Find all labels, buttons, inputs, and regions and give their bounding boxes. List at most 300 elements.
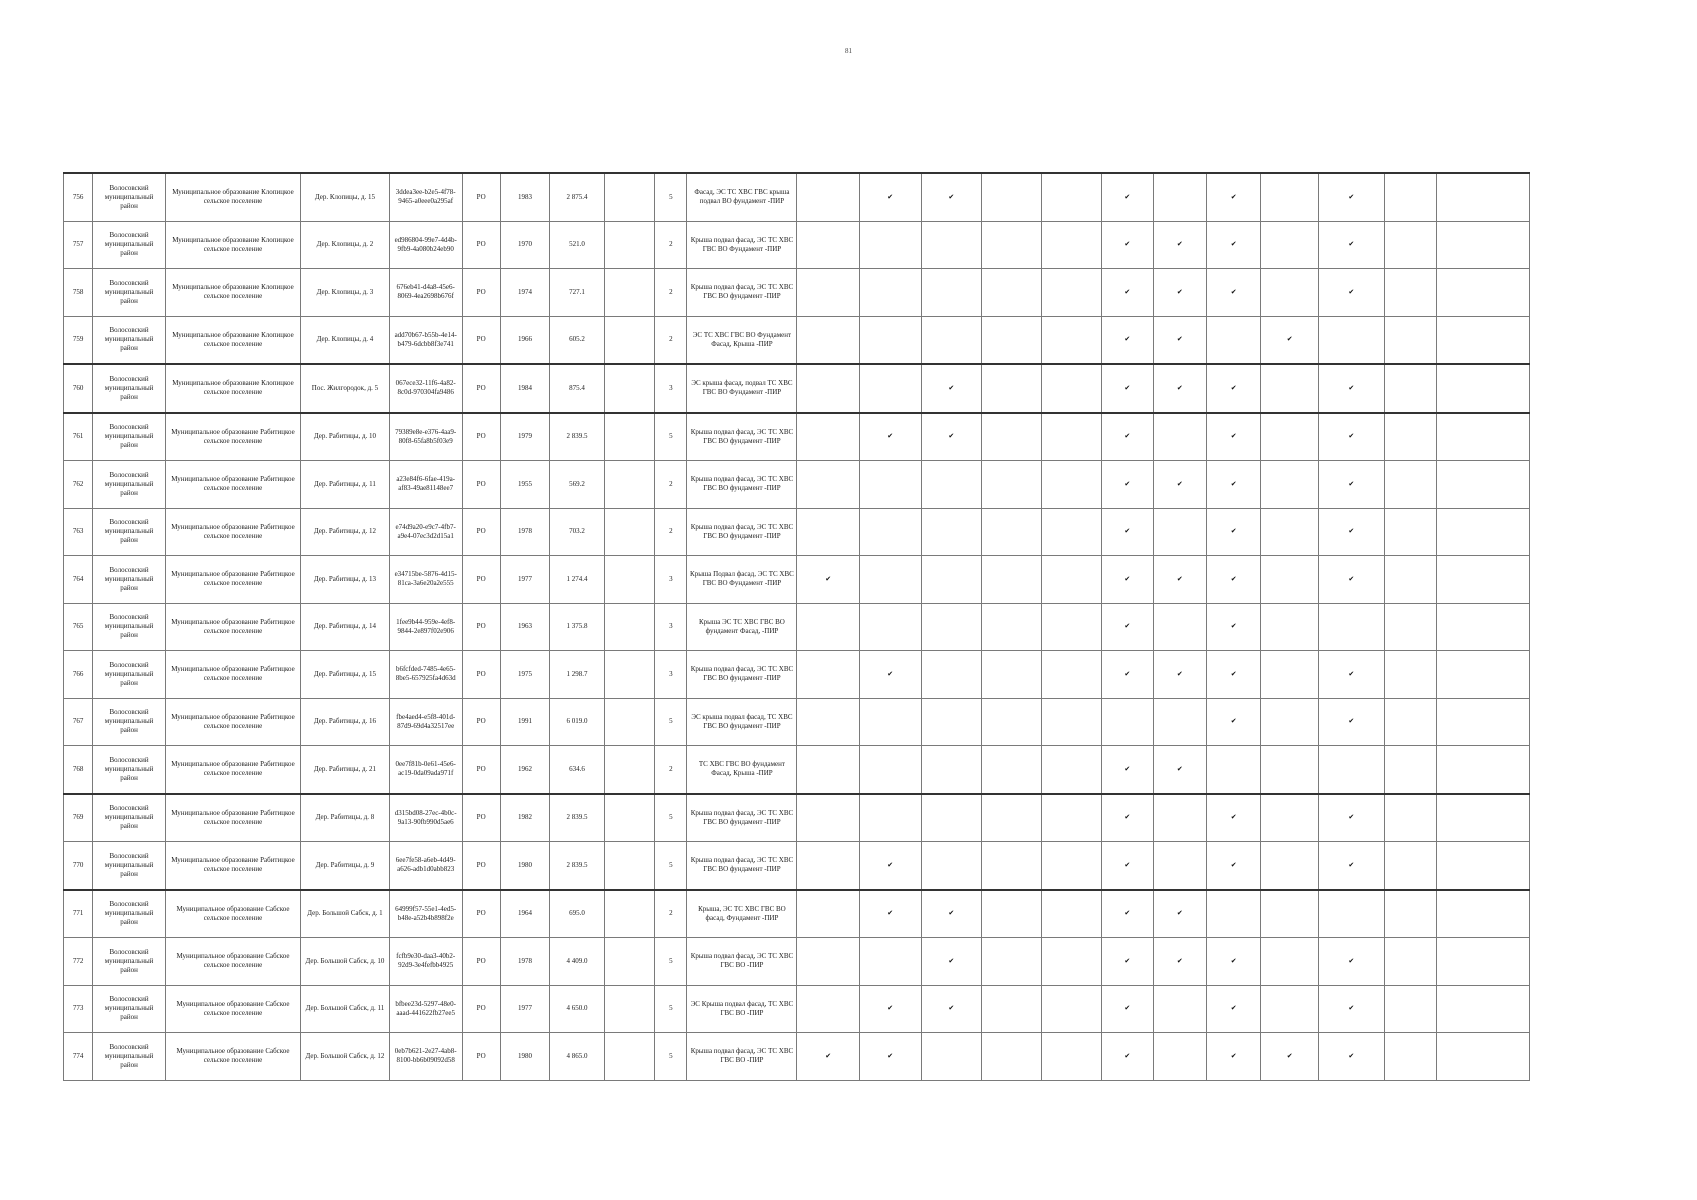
- row-number-cell: 773: [64, 985, 93, 1033]
- work-cell: [1261, 842, 1319, 890]
- table-row: [64, 746, 1530, 794]
- work-cell: [1261, 746, 1319, 794]
- ownership-form-cell: РО: [462, 603, 500, 651]
- guid-cell: 79389e8e-e376-4aa9-80f8-65fa8b5f03e9: [389, 413, 462, 461]
- work-cell: [982, 746, 1042, 794]
- area-cell: 703.2: [550, 508, 604, 556]
- check-mark-icon: ✔: [1102, 651, 1153, 699]
- table-row: [64, 985, 1530, 1033]
- check-mark-icon: ✔: [1207, 603, 1261, 651]
- table-row: [64, 1033, 1530, 1081]
- work-cell: [1041, 508, 1102, 556]
- ownership-form-cell: РО: [462, 221, 500, 269]
- check-mark-icon: ✔: [1261, 1033, 1319, 1081]
- check-mark-icon: ✔: [1153, 890, 1206, 938]
- work-cell: [859, 221, 921, 269]
- district-cell: Волосовский муниципальный район: [93, 746, 166, 794]
- work-cell: [1153, 1033, 1206, 1081]
- work-cell: [1041, 316, 1102, 364]
- area-cell: 695.0: [550, 890, 604, 938]
- work-cell: [859, 603, 921, 651]
- work-cell: [921, 651, 982, 699]
- work-cell: [1153, 413, 1206, 461]
- check-mark-icon: ✔: [1318, 698, 1384, 746]
- build-year-cell: 1980: [500, 842, 549, 890]
- area-cell: 2 839.5: [550, 842, 604, 890]
- check-mark-icon: ✔: [1102, 413, 1153, 461]
- works-list-cell: Крыша подвал фасад, ЭС ТС ХВС ГВС ВО -ПИР: [687, 1033, 797, 1081]
- work-cell: [1437, 221, 1530, 269]
- work-cell: [797, 508, 860, 556]
- district-cell: Волосовский муниципальный район: [93, 842, 166, 890]
- empty-cell: [604, 269, 654, 317]
- work-cell: [1437, 269, 1530, 317]
- address-cell: Дер. Клопицы, д. 15: [301, 173, 390, 221]
- work-cell: [1261, 364, 1319, 413]
- floors-cell: 2: [655, 508, 687, 556]
- work-cell: [1041, 794, 1102, 842]
- check-mark-icon: ✔: [1261, 316, 1319, 364]
- check-mark-icon: ✔: [1207, 364, 1261, 413]
- area-cell: 569.2: [550, 461, 604, 509]
- work-cell: [859, 269, 921, 317]
- municipality-cell: Муниципальное образование Сабское сельское поселение: [165, 890, 300, 938]
- row-number-cell: 768: [64, 746, 93, 794]
- guid-cell: 676eb41-d4a8-45e6-8069-4ea2698b676f: [389, 269, 462, 317]
- check-mark-icon: ✔: [1102, 842, 1153, 890]
- row-number-cell: 763: [64, 508, 93, 556]
- empty-cell: [604, 221, 654, 269]
- table-row: [64, 413, 1530, 461]
- table-row: [64, 603, 1530, 651]
- check-mark-icon: ✔: [797, 1033, 860, 1081]
- municipality-cell: Муниципальное образование Сабское сельское поселение: [165, 1033, 300, 1081]
- check-mark-icon: ✔: [1102, 461, 1153, 509]
- empty-cell: [604, 651, 654, 699]
- area-cell: 634.6: [550, 746, 604, 794]
- empty-cell: [604, 985, 654, 1033]
- check-mark-icon: ✔: [921, 413, 982, 461]
- check-mark-icon: ✔: [859, 1033, 921, 1081]
- area-cell: 1 274.4: [550, 556, 604, 604]
- work-cell: [797, 461, 860, 509]
- work-cell: [1207, 316, 1261, 364]
- check-mark-icon: ✔: [1207, 508, 1261, 556]
- ownership-form-cell: РО: [462, 698, 500, 746]
- table-row: [64, 938, 1530, 986]
- municipality-cell: Муниципальное образование Рабитицкое сельское поселение: [165, 794, 300, 842]
- work-cell: [1153, 508, 1206, 556]
- work-cell: [1041, 938, 1102, 986]
- work-cell: [797, 316, 860, 364]
- work-cell: [1437, 1033, 1530, 1081]
- work-cell: [1384, 316, 1436, 364]
- build-year-cell: 1966: [500, 316, 549, 364]
- floors-cell: 5: [655, 794, 687, 842]
- work-cell: [1318, 316, 1384, 364]
- district-cell: Волосовский муниципальный район: [93, 985, 166, 1033]
- ownership-form-cell: РО: [462, 1033, 500, 1081]
- work-cell: [921, 461, 982, 509]
- work-cell: [1384, 985, 1436, 1033]
- work-cell: [1261, 698, 1319, 746]
- floors-cell: 2: [655, 890, 687, 938]
- work-cell: [1384, 269, 1436, 317]
- ownership-form-cell: РО: [462, 794, 500, 842]
- guid-cell: add70b67-b55b-4e14-b479-6dcbb8f3e741: [389, 316, 462, 364]
- work-cell: [1153, 698, 1206, 746]
- work-cell: [1437, 461, 1530, 509]
- work-cell: [1384, 221, 1436, 269]
- check-mark-icon: ✔: [1102, 269, 1153, 317]
- works-list-cell: Крыша Подвал фасад, ЭС ТС ХВС ГВС ВО Фундамент -ПИР: [687, 556, 797, 604]
- table-row: [64, 269, 1530, 317]
- work-cell: [1261, 221, 1319, 269]
- check-mark-icon: ✔: [1207, 1033, 1261, 1081]
- check-mark-icon: ✔: [1153, 316, 1206, 364]
- check-mark-icon: ✔: [1102, 890, 1153, 938]
- row-number-cell: 759: [64, 316, 93, 364]
- work-cell: [1437, 556, 1530, 604]
- works-list-cell: ЭС крыша подвал фасад, ТС ХВС ГВС ВО фундамент -ПИР: [687, 698, 797, 746]
- work-cell: [859, 364, 921, 413]
- work-cell: [1153, 794, 1206, 842]
- municipality-cell: Муниципальное образование Клопицкое сельское поселение: [165, 269, 300, 317]
- ownership-form-cell: РО: [462, 556, 500, 604]
- work-cell: [921, 269, 982, 317]
- ownership-form-cell: РО: [462, 890, 500, 938]
- work-cell: [1041, 842, 1102, 890]
- municipality-cell: Муниципальное образование Рабитицкое сельское поселение: [165, 603, 300, 651]
- check-mark-icon: ✔: [1318, 364, 1384, 413]
- district-cell: Волосовский муниципальный район: [93, 269, 166, 317]
- work-cell: [859, 556, 921, 604]
- table-row: [64, 890, 1530, 938]
- municipality-cell: Муниципальное образование Рабитицкое сельское поселение: [165, 461, 300, 509]
- work-cell: [982, 364, 1042, 413]
- check-mark-icon: ✔: [1318, 413, 1384, 461]
- row-number-cell: 765: [64, 603, 93, 651]
- address-cell: Дер. Клопицы, д. 2: [301, 221, 390, 269]
- floors-cell: 5: [655, 842, 687, 890]
- work-cell: [921, 698, 982, 746]
- work-cell: [797, 413, 860, 461]
- guid-cell: 1fee9b44-959e-4ef8-9844-2e897f02e906: [389, 603, 462, 651]
- works-list-cell: Крыша подвал фасад, ЭС ТС ХВС ГВС ВО фундамент -ПИР: [687, 413, 797, 461]
- work-cell: [1261, 938, 1319, 986]
- works-list-cell: ЭС ТС ХВС ГВС ВО Фундамент Фасад, Крыша -ПИР: [687, 316, 797, 364]
- area-cell: 4 409.0: [550, 938, 604, 986]
- guid-cell: 067ece32-11f6-4a82-8c0d-970304fa9486: [389, 364, 462, 413]
- guid-cell: 6ee7fe58-a6eb-4d49-a626-adb1d0abb823: [389, 842, 462, 890]
- district-cell: Волосовский муниципальный район: [93, 461, 166, 509]
- check-mark-icon: ✔: [1153, 938, 1206, 986]
- build-year-cell: 1978: [500, 508, 549, 556]
- work-cell: [1437, 603, 1530, 651]
- municipality-cell: Муниципальное образование Рабитицкое сельское поселение: [165, 508, 300, 556]
- row-number-cell: 766: [64, 651, 93, 699]
- empty-cell: [604, 364, 654, 413]
- guid-cell: 0eb7b621-2e27-4ab8-8100-bb6b09092d58: [389, 1033, 462, 1081]
- check-mark-icon: ✔: [921, 890, 982, 938]
- ownership-form-cell: РО: [462, 461, 500, 509]
- municipality-cell: Муниципальное образование Рабитицкое сельское поселение: [165, 651, 300, 699]
- work-cell: [921, 842, 982, 890]
- work-cell: [1437, 316, 1530, 364]
- check-mark-icon: ✔: [1153, 364, 1206, 413]
- check-mark-icon: ✔: [1318, 461, 1384, 509]
- work-cell: [982, 985, 1042, 1033]
- works-list-cell: ТС ХВС ГВС ВО фундамент Фасад, Крыша -ПИР: [687, 746, 797, 794]
- check-mark-icon: ✔: [1153, 651, 1206, 699]
- area-cell: 605.2: [550, 316, 604, 364]
- check-mark-icon: ✔: [1153, 269, 1206, 317]
- check-mark-icon: ✔: [1102, 508, 1153, 556]
- address-cell: Дер. Большой Сабск, д. 1: [301, 890, 390, 938]
- guid-cell: e74d9a20-e9c7-4fb7-a9e4-07ec3d2d15a1: [389, 508, 462, 556]
- work-cell: [1384, 938, 1436, 986]
- floors-cell: 2: [655, 461, 687, 509]
- address-cell: Дер. Рабитицы, д. 15: [301, 651, 390, 699]
- ownership-form-cell: РО: [462, 985, 500, 1033]
- work-cell: [1041, 269, 1102, 317]
- works-list-cell: Крыша подвал фасад, ЭС ТС ХВС ГВС ВО фундамент -ПИР: [687, 461, 797, 509]
- ownership-form-cell: РО: [462, 316, 500, 364]
- address-cell: Дер. Рабитицы, д. 13: [301, 556, 390, 604]
- work-cell: [921, 508, 982, 556]
- table-row: [64, 556, 1530, 604]
- work-cell: [797, 890, 860, 938]
- table-row: [64, 698, 1530, 746]
- row-number-cell: 774: [64, 1033, 93, 1081]
- empty-cell: [604, 698, 654, 746]
- work-cell: [921, 603, 982, 651]
- work-cell: [1384, 556, 1436, 604]
- floors-cell: 3: [655, 556, 687, 604]
- municipality-cell: Муниципальное образование Рабитицкое сельское поселение: [165, 413, 300, 461]
- check-mark-icon: ✔: [1102, 746, 1153, 794]
- ownership-form-cell: РО: [462, 842, 500, 890]
- work-cell: [1153, 173, 1206, 221]
- check-mark-icon: ✔: [1318, 221, 1384, 269]
- check-mark-icon: ✔: [921, 938, 982, 986]
- floors-cell: 2: [655, 269, 687, 317]
- work-cell: [982, 890, 1042, 938]
- work-cell: [1207, 746, 1261, 794]
- build-year-cell: 1978: [500, 938, 549, 986]
- work-cell: [797, 173, 860, 221]
- table-row: [64, 651, 1530, 699]
- municipality-cell: Муниципальное образование Рабитицкое сельское поселение: [165, 698, 300, 746]
- work-cell: [1102, 698, 1153, 746]
- check-mark-icon: ✔: [921, 985, 982, 1033]
- build-year-cell: 1970: [500, 221, 549, 269]
- work-cell: [1437, 985, 1530, 1033]
- floors-cell: 3: [655, 364, 687, 413]
- work-cell: [982, 842, 1042, 890]
- work-cell: [797, 842, 860, 890]
- check-mark-icon: ✔: [1102, 938, 1153, 986]
- work-cell: [1318, 603, 1384, 651]
- work-cell: [982, 316, 1042, 364]
- district-cell: Волосовский муниципальный район: [93, 890, 166, 938]
- work-cell: [982, 1033, 1042, 1081]
- floors-cell: 2: [655, 221, 687, 269]
- empty-cell: [604, 508, 654, 556]
- table-row: [64, 316, 1530, 364]
- work-cell: [1041, 221, 1102, 269]
- empty-cell: [604, 890, 654, 938]
- work-cell: [797, 269, 860, 317]
- check-mark-icon: ✔: [1153, 746, 1206, 794]
- check-mark-icon: ✔: [921, 364, 982, 413]
- check-mark-icon: ✔: [1102, 603, 1153, 651]
- empty-cell: [604, 413, 654, 461]
- work-cell: [1261, 985, 1319, 1033]
- check-mark-icon: ✔: [1102, 173, 1153, 221]
- work-cell: [1437, 938, 1530, 986]
- ownership-form-cell: РО: [462, 269, 500, 317]
- check-mark-icon: ✔: [1207, 269, 1261, 317]
- check-mark-icon: ✔: [1102, 221, 1153, 269]
- work-cell: [1153, 842, 1206, 890]
- work-cell: [1041, 698, 1102, 746]
- guid-cell: a23e84f6-6fae-419a-af83-49ae81148ee7: [389, 461, 462, 509]
- district-cell: Волосовский муниципальный район: [93, 316, 166, 364]
- check-mark-icon: ✔: [1207, 173, 1261, 221]
- work-cell: [982, 461, 1042, 509]
- area-cell: 521.0: [550, 221, 604, 269]
- check-mark-icon: ✔: [1207, 221, 1261, 269]
- work-cell: [1384, 842, 1436, 890]
- check-mark-icon: ✔: [1153, 461, 1206, 509]
- table-row: [64, 221, 1530, 269]
- check-mark-icon: ✔: [1207, 461, 1261, 509]
- empty-cell: [604, 842, 654, 890]
- works-list-cell: Крыша, ЭС ТС ХВС ГВС ВО фасад, Фундамент -ПИР: [687, 890, 797, 938]
- municipality-cell: Муниципальное образование Рабитицкое сельское поселение: [165, 556, 300, 604]
- check-mark-icon: ✔: [1318, 938, 1384, 986]
- floors-cell: 2: [655, 316, 687, 364]
- area-cell: 6 019.0: [550, 698, 604, 746]
- work-cell: [1384, 364, 1436, 413]
- check-mark-icon: ✔: [1318, 985, 1384, 1033]
- row-number-cell: 756: [64, 173, 93, 221]
- guid-cell: 3ddea3ee-b2e5-4f78-9465-a0eee0a295af: [389, 173, 462, 221]
- check-mark-icon: ✔: [1207, 413, 1261, 461]
- address-cell: Дер. Рабитицы, д. 16: [301, 698, 390, 746]
- work-cell: [859, 746, 921, 794]
- work-cell: [1437, 794, 1530, 842]
- table-row: [64, 173, 1530, 221]
- work-cell: [982, 269, 1042, 317]
- check-mark-icon: ✔: [1318, 794, 1384, 842]
- row-number-cell: 767: [64, 698, 93, 746]
- district-cell: Волосовский муниципальный район: [93, 651, 166, 699]
- address-cell: Дер. Рабитицы, д. 21: [301, 746, 390, 794]
- work-cell: [1207, 890, 1261, 938]
- district-cell: Волосовский муниципальный район: [93, 1033, 166, 1081]
- work-cell: [1041, 173, 1102, 221]
- work-cell: [1384, 1033, 1436, 1081]
- work-cell: [1437, 698, 1530, 746]
- work-cell: [1437, 651, 1530, 699]
- address-cell: Пос. Жилгородок, д. 5: [301, 364, 390, 413]
- table-row: [64, 794, 1530, 842]
- check-mark-icon: ✔: [1102, 316, 1153, 364]
- work-cell: [797, 603, 860, 651]
- work-cell: [1041, 746, 1102, 794]
- work-cell: [1318, 746, 1384, 794]
- table-row: [64, 364, 1530, 413]
- district-cell: Волосовский муниципальный район: [93, 556, 166, 604]
- guid-cell: fbe4aed4-e5f8-401d-87d9-69d4a32517ee: [389, 698, 462, 746]
- works-list-cell: ЭС крыша фасад, подвал ТС ХВС ГВС ВО Фундамент -ПИР: [687, 364, 797, 413]
- work-cell: [1261, 890, 1319, 938]
- works-list-cell: Фасад, ЭС ТС ХВС ГВС крыша подвал ВО фундамент -ПИР: [687, 173, 797, 221]
- table-row: [64, 842, 1530, 890]
- page-number: 81: [845, 47, 852, 55]
- work-cell: [1384, 651, 1436, 699]
- works-list-cell: ЭС Крыша подвал фасад, ТС ХВС ГВС ВО -ПИР: [687, 985, 797, 1033]
- build-year-cell: 1955: [500, 461, 549, 509]
- floors-cell: 5: [655, 173, 687, 221]
- check-mark-icon: ✔: [1318, 556, 1384, 604]
- work-cell: [859, 698, 921, 746]
- work-cell: [1384, 508, 1436, 556]
- guid-cell: fcfb9e30-daa3-40b2-92d9-3e4fefbb4925: [389, 938, 462, 986]
- floors-cell: 3: [655, 651, 687, 699]
- floors-cell: 5: [655, 1033, 687, 1081]
- area-cell: 875.4: [550, 364, 604, 413]
- work-cell: [859, 794, 921, 842]
- floors-cell: 3: [655, 603, 687, 651]
- build-year-cell: 1991: [500, 698, 549, 746]
- work-cell: [1261, 269, 1319, 317]
- ownership-form-cell: РО: [462, 508, 500, 556]
- work-cell: [797, 364, 860, 413]
- work-cell: [1041, 890, 1102, 938]
- ownership-form-cell: РО: [462, 173, 500, 221]
- work-cell: [982, 413, 1042, 461]
- area-cell: 2 875.4: [550, 173, 604, 221]
- work-cell: [859, 938, 921, 986]
- work-cell: [859, 461, 921, 509]
- work-cell: [797, 221, 860, 269]
- row-number-cell: 761: [64, 413, 93, 461]
- municipality-cell: Муниципальное образование Клопицкое сельское поселение: [165, 316, 300, 364]
- district-cell: Волосовский муниципальный район: [93, 698, 166, 746]
- floors-cell: 5: [655, 698, 687, 746]
- work-cell: [797, 746, 860, 794]
- build-year-cell: 1979: [500, 413, 549, 461]
- work-cell: [1041, 651, 1102, 699]
- check-mark-icon: ✔: [1207, 651, 1261, 699]
- guid-cell: 64999f57-55e1-4ed5-b48e-a52b4b898f2e: [389, 890, 462, 938]
- build-year-cell: 1975: [500, 651, 549, 699]
- area-cell: 1 298.7: [550, 651, 604, 699]
- guid-cell: 0ee7f81b-0e61-45e6-ac19-0da09ada971f: [389, 746, 462, 794]
- work-cell: [921, 221, 982, 269]
- empty-cell: [604, 603, 654, 651]
- address-cell: Дер. Рабитицы, д. 12: [301, 508, 390, 556]
- works-list-cell: Крыша подвал фасад, ЭС ТС ХВС ГВС ВО фундамент -ПИР: [687, 269, 797, 317]
- address-cell: Дер. Большой Сабск, д. 11: [301, 985, 390, 1033]
- row-number-cell: 771: [64, 890, 93, 938]
- floors-cell: 5: [655, 938, 687, 986]
- area-cell: 4 650.0: [550, 985, 604, 1033]
- work-cell: [982, 698, 1042, 746]
